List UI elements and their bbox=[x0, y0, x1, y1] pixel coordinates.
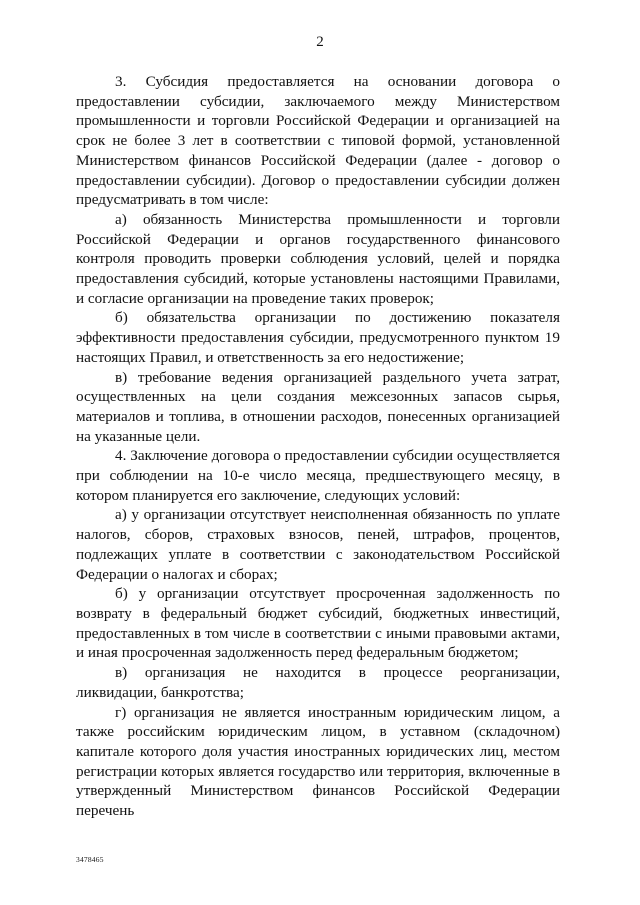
paragraph-4c-no-reorganization: в) организация не находится в процессе реорганизации, ликвидации, банкротства; bbox=[76, 664, 560, 701]
paragraph-3b-efficiency-obligation: б) обязательства организации по достижению показателя эффективности предоставления субсидии, предусмотренного пунктом 19 настоящих Правил, и ответственность за его недостижение; bbox=[76, 309, 560, 366]
paragraph-4a-no-tax-debt: а) у организации отсутствует неисполненная обязанность по уплате налогов, сборов, страховых взносов, пеней, штрафов, процентов, подлежащих уплате в соответствии с законодательством Российской Федерации о налогах и сборах; bbox=[76, 506, 560, 583]
paragraph-4d-not-foreign-entity: г) организация не является иностранным юридическим лицом, а также российским юридическим лицом, в уставном (складочном) капитале которого доля участия иностранных юридических лиц, местом регистрации которых является государство или территория, включенные в утвержденный Министерством финансов Российской Федерации перечень bbox=[76, 703, 560, 820]
paragraph-3-subsidy-basis: 3. Субсидия предоставляется на основании договора о предоставлении субсидии, заключаемого между Министерством промышленности и торговли Российской Федерации и организацией на срок не более 3 лет в соответствии с типовой формой, установленной Министерством финансов Российской Федерации (далее - договор о предоставлении субсидии). Договор о предоставлении субсидии должен предусматривать в том числе: bbox=[76, 73, 560, 209]
document-body bbox=[76, 72, 560, 821]
page-number: 2 bbox=[316, 34, 324, 50]
document-code: 3478465 bbox=[76, 855, 104, 864]
paragraph-4-contract-conditions: 4. Заключение договора о предоставлении субсидии осуществляется при соблюдении на 10-е число месяца, предшествующего месяцу, в котором планируется его заключение, следующих условий: bbox=[76, 447, 560, 504]
paragraph-4b-no-budget-debt: б) у организации отсутствует просроченная задолженность по возврату в федеральный бюджет субсидий, бюджетных инвестиций, предоставленных в том числе в соответствии с иными правовыми актами, и иная просроченная задолженность перед федеральным бюджетом; bbox=[76, 585, 560, 662]
paragraph-3a-inspection-duty: а) обязанность Министерства промышленности и торговли Российской Федерации и органов государственного финансового контроля проводить проверки соблюдения условий, целей и порядка предоставления субсидий, которые установлены настоящими Правилами, и согласие организации на проведение таких проверок; bbox=[76, 210, 560, 307]
paragraph-3c-separate-accounting: в) требование ведения организацией раздельного учета затрат, осуществленных на цели создания межсезонных запасов сырья, материалов и топлива, в отношении расходов, понесенных организацией на указанные цели. bbox=[76, 368, 560, 445]
